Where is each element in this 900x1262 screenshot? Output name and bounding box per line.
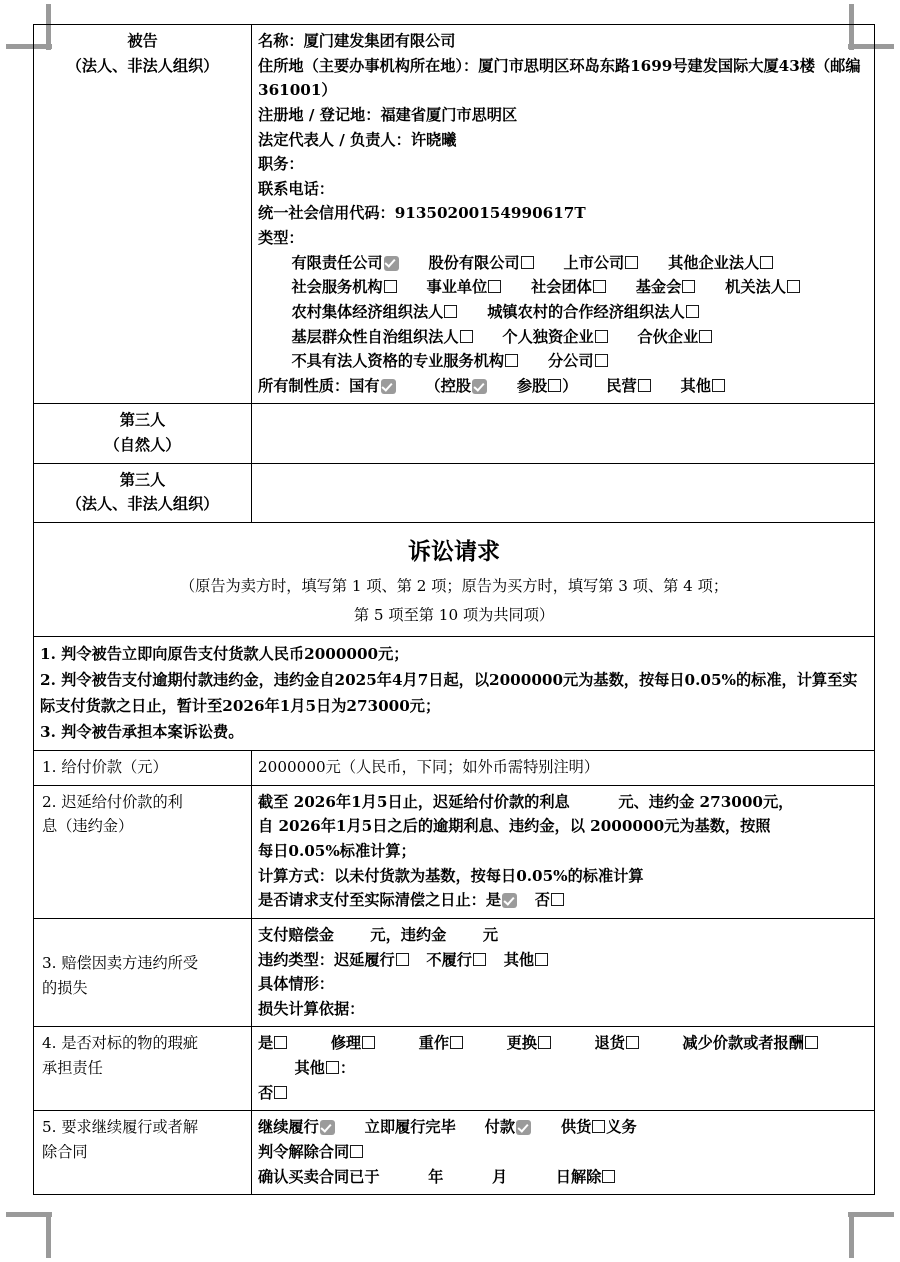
checkbox-empty-icon[interactable]: [521, 256, 534, 269]
third-party-natural-label-line2: （自然人）: [104, 436, 181, 454]
type-option-public-institution[interactable]: [426, 278, 502, 296]
item-3-label-line1: 3. 赔偿因卖方违约所受: [42, 953, 199, 972]
defendant-type-label: 类型：: [258, 229, 304, 247]
table-row-claims-body: [34, 636, 875, 751]
item-4-remake-option[interactable]: [419, 1034, 464, 1052]
type-option-limited-liability-label: 有限责任公司: [291, 253, 383, 272]
type-option-branch-label: 分公司: [547, 352, 594, 371]
type-option-social-group-label: 社会团体: [531, 278, 592, 297]
table-row-third-party-natural: [34, 404, 875, 463]
type-option-sole-proprietorship-label: 个人独资企业: [502, 327, 594, 346]
checkbox-empty-icon[interactable]: [444, 305, 457, 318]
table-row-item-5: [34, 1111, 875, 1195]
checkbox-empty-icon[interactable]: [805, 1036, 818, 1049]
type-option-state-organ[interactable]: [725, 278, 801, 296]
type-option-rural-collective-label: 农村集体经济组织法人: [291, 302, 444, 321]
type-option-listed[interactable]: [563, 254, 639, 272]
item-1-label-cell: 1. 给付价款（元）: [34, 751, 252, 786]
type-options-row-5: [258, 349, 868, 374]
item-4-label-line1: 4. 是否对标的物的瑕疵: [42, 1034, 199, 1053]
item-3-breach-nonperformance[interactable]: [426, 951, 487, 969]
item-4-reduce-price-label: 减少价款或者报酬: [682, 1034, 804, 1053]
item-4-line-3: [258, 1081, 868, 1106]
defendant-label-line2: （法人、非法人组织）: [66, 56, 219, 75]
defendant-registration-label: 注册地 / 登记地：: [258, 105, 381, 124]
type-option-foundation-label: 基金会: [635, 278, 682, 297]
defendant-label-line1: 被告: [127, 32, 158, 50]
defendant-registration-value[interactable]: 福建省厦门市思明区: [380, 105, 518, 124]
type-option-non-legal-professional-label: 不具有法人资格的专业服务机构: [291, 352, 505, 371]
item-3-breach-type-label: 违约类型：: [258, 950, 334, 969]
type-option-foundation[interactable]: [636, 278, 697, 296]
type-option-state-organ-label: 机关法人: [725, 278, 786, 297]
checkbox-empty-icon[interactable]: [548, 379, 561, 392]
checkbox-empty-icon[interactable]: [505, 354, 518, 367]
complaint-form-table: [33, 24, 875, 1195]
table-row-item-2: [34, 785, 875, 918]
type-options-row-2: [258, 275, 868, 300]
type-option-social-service-label: 社会服务机构: [291, 278, 383, 297]
type-options-row-4: [258, 325, 868, 350]
defendant-credit-code-line: [258, 201, 868, 226]
item-2-line1-a: 截至 2026年1月5日止，迟延给付价款的利息: [258, 792, 570, 811]
ownership-participating-label: 参股: [516, 376, 548, 395]
defendant-registration-line: [258, 103, 868, 128]
checkbox-empty-icon[interactable]: [595, 354, 608, 367]
defendant-phone-label: 联系电话：: [258, 179, 334, 198]
item-4-label-cell: [34, 1027, 252, 1111]
item-5-day-suffix-label: 日解除: [555, 1167, 602, 1186]
ownership-private-label: 民营: [606, 376, 637, 395]
item-3-line-2: [258, 948, 868, 973]
item-4-no-option[interactable]: [258, 1084, 288, 1102]
item-2-line-3: 每日0.05%标准计算；: [258, 842, 416, 860]
defendant-address-value[interactable]: 厦门市思明区环岛东路1699号建发国际大厦43楼（邮编361001）: [258, 56, 861, 100]
checkbox-empty-icon[interactable]: [460, 330, 473, 343]
checkbox-empty-icon[interactable]: [535, 953, 548, 966]
defendant-credit-code-value[interactable]: 91350200154990617T: [394, 204, 586, 223]
table-row-item-3: [34, 918, 875, 1027]
item-5-line-1: [258, 1115, 868, 1140]
item-4-label-line2: 承担责任: [42, 1059, 103, 1077]
claims-header-cell: [34, 522, 875, 636]
item-4-yes-label: 是: [258, 1034, 274, 1053]
third-party-legal-label-line2: （法人、非法人组织）: [66, 495, 219, 514]
ownership-nature-label: 所有制性质：: [258, 376, 350, 395]
item-5-value-cell: [252, 1111, 875, 1195]
ownership-state-owned[interactable]: [349, 377, 396, 395]
checkbox-empty-icon[interactable]: [712, 379, 725, 392]
checkbox-empty-icon[interactable]: [384, 280, 397, 293]
checkbox-empty-icon[interactable]: [699, 330, 712, 343]
checkbox-empty-icon[interactable]: [625, 256, 638, 269]
table-row-claims-header: [34, 522, 875, 636]
checkbox-checked-icon[interactable]: [320, 1120, 335, 1135]
item-1-value-cell[interactable]: 2000000元（人民币，下同；如外币需特别注明）: [252, 751, 875, 786]
third-party-legal-value-cell[interactable]: [252, 463, 875, 522]
item-4-repair-label: 修理: [330, 1034, 362, 1053]
defendant-credit-code-label: 统一社会信用代码：: [258, 204, 395, 223]
item-5-confirm-prefix: 确认买卖合同已于: [258, 1167, 380, 1186]
claim-paragraph-1: 1. 判令被告立即向原告支付货款人民币2000000元；: [40, 644, 409, 663]
type-option-urban-rural-coop[interactable]: [487, 303, 699, 321]
type-option-joint-stock[interactable]: [428, 254, 534, 272]
type-option-rural-collective[interactable]: [291, 303, 458, 321]
claim-paragraph-3: 3. 判令被告承担本案诉讼费。: [40, 722, 244, 741]
type-options-row-3: [258, 300, 868, 325]
item-4-return-label: 退货: [594, 1034, 625, 1053]
item-2-yes-label: 是: [485, 891, 501, 910]
item-2-line-2: 自 2026年1月5日之后的逾期利息、违约金，以 2000000元为基数，按照: [258, 817, 771, 836]
checkbox-empty-icon[interactable]: [602, 1170, 615, 1183]
item-4-no-label: 否: [258, 1083, 274, 1102]
checkbox-empty-icon[interactable]: [488, 280, 501, 293]
type-option-partnership[interactable]: [637, 328, 713, 346]
type-option-other-enterprise[interactable]: [668, 254, 774, 272]
item-3-penalty-unit: 元: [482, 925, 498, 944]
item-5-supply-option[interactable]: [561, 1118, 606, 1136]
item-3-label-line2: 的损失: [42, 978, 88, 997]
checkbox-empty-icon[interactable]: [450, 1036, 463, 1049]
item-5-continue-option[interactable]: [258, 1118, 336, 1136]
defendant-position-line: [258, 152, 868, 177]
item-5-supply-label: 供货: [560, 1118, 592, 1137]
defendant-name-label: 名称：: [258, 32, 304, 50]
checkbox-empty-icon[interactable]: [787, 280, 800, 293]
third-party-natural-value-cell[interactable]: [252, 404, 875, 463]
item-5-payment-option[interactable]: [485, 1118, 532, 1136]
checkbox-empty-icon[interactable]: [593, 280, 606, 293]
checkbox-empty-icon[interactable]: [592, 1120, 605, 1133]
claims-title: 诉讼请求: [408, 537, 500, 565]
checkbox-empty-icon[interactable]: [362, 1036, 375, 1049]
claims-body-cell: [34, 636, 875, 751]
item-4-other-label: 其他: [294, 1059, 325, 1077]
ownership-controlling-label: 控股: [440, 376, 471, 395]
ownership-paren-open: （: [425, 376, 441, 395]
item-4-replace-label: 更换: [506, 1034, 537, 1053]
item-4-replace-option[interactable]: [507, 1034, 552, 1052]
checkbox-empty-icon[interactable]: [760, 256, 773, 269]
defendant-name-line: [258, 29, 868, 54]
defendant-phone-line: [258, 177, 868, 202]
item-4-return-option[interactable]: [595, 1034, 640, 1052]
checkbox-empty-icon[interactable]: [274, 1086, 287, 1099]
item-5-terminate-option[interactable]: [258, 1143, 364, 1161]
type-option-urban-rural-coop-label: 城镇农村的合作经济组织法人: [487, 302, 685, 321]
checkbox-empty-icon[interactable]: [686, 305, 699, 318]
type-option-public-institution-label: 事业单位: [426, 278, 488, 297]
table-row-defendant: [34, 25, 875, 404]
item-5-immediate-label: 立即履行完毕: [364, 1118, 456, 1137]
table-row-item-1: [34, 751, 875, 786]
item-5-terminate-label: 判令解除合同: [258, 1142, 350, 1161]
item-2-line-4: 计算方式：以未付货款为基数，按每日0.05%的标准计算: [258, 866, 644, 885]
defendant-position-label: 职务：: [258, 155, 304, 174]
crop-mark-bottom-left: [6, 1212, 52, 1258]
checkbox-empty-icon[interactable]: [538, 1036, 551, 1049]
checkbox-checked-icon[interactable]: [502, 893, 517, 908]
item-3-penalty-label: 元，违约金: [370, 925, 447, 944]
item-3-line-3: 具体情形：: [258, 975, 334, 994]
ownership-state-owned-label: 国有: [349, 376, 380, 395]
item-4-remake-label: 重作: [418, 1034, 450, 1053]
item-2-label-line2: 息（违约金）: [42, 817, 134, 836]
item-3-line-4: 损失计算依据：: [258, 999, 365, 1018]
item-4-line-2: [258, 1056, 868, 1081]
table-row-item-4: [34, 1027, 875, 1111]
type-option-grassroots-autonomous-label: 基层群众性自治组织法人: [291, 327, 459, 346]
defendant-legal-rep-line: [258, 128, 868, 153]
checkbox-checked-icon[interactable]: [384, 256, 399, 271]
type-option-social-service[interactable]: [291, 278, 397, 296]
checkbox-empty-icon[interactable]: [473, 953, 486, 966]
type-option-limited-liability[interactable]: [291, 254, 399, 272]
third-party-legal-label-cell: [34, 463, 252, 522]
defendant-address-label: 住所地（主要办事机构所在地）：: [258, 56, 479, 75]
item-2-line-5: [258, 888, 868, 913]
item-2-yes-option[interactable]: [486, 891, 518, 909]
ownership-paren-close: ）: [562, 376, 578, 395]
checkbox-checked-icon[interactable]: [381, 379, 396, 394]
item-4-yes-option[interactable]: [258, 1034, 288, 1052]
item-5-line-2: [258, 1140, 868, 1165]
item-2-line-1: [258, 790, 868, 815]
checkbox-empty-icon[interactable]: [626, 1036, 639, 1049]
third-party-natural-label-line1: 第三人: [119, 411, 166, 430]
item-3-label-cell: [34, 918, 252, 1027]
checkbox-empty-icon[interactable]: [274, 1036, 287, 1049]
checkbox-empty-icon[interactable]: [326, 1061, 339, 1074]
item-5-continue-label: 继续履行: [258, 1118, 319, 1137]
item-5-year-label: 年: [428, 1167, 444, 1186]
checkbox-checked-icon[interactable]: [516, 1120, 531, 1135]
defendant-legal-rep-value[interactable]: 许晓曦: [410, 130, 457, 149]
item-5-day-option[interactable]: [556, 1168, 617, 1186]
item-2-line1-b: 元、违约金 273000元，: [618, 792, 794, 811]
type-option-other-enterprise-label: 其他企业法人: [668, 253, 760, 272]
item-2-pay-until-label: 是否请求支付至实际清偿之日止：: [258, 891, 486, 910]
item-4-other-colon: ：: [339, 1059, 356, 1077]
ownership-participating[interactable]: [517, 377, 562, 395]
third-party-natural-label-cell: [34, 404, 252, 463]
defendant-address-line: [258, 54, 868, 103]
checkbox-empty-icon[interactable]: [682, 280, 695, 293]
defendant-value-cell: [252, 25, 875, 404]
item-2-label-line1: 2. 迟延给付价款的利: [42, 792, 183, 811]
item-2-value-cell: [252, 785, 875, 918]
item-4-repair-option[interactable]: [331, 1034, 376, 1052]
type-option-listed-label: 上市公司: [563, 253, 625, 272]
item-5-label-line2: 除合同: [42, 1142, 88, 1161]
type-options-row-1: [258, 251, 868, 276]
item-5-month-label: 月: [491, 1167, 508, 1186]
item-3-breach-nonperformance-label: 不履行: [426, 950, 472, 969]
item-3-breach-delay-label: 迟延履行: [333, 950, 395, 969]
checkbox-empty-icon[interactable]: [551, 893, 564, 906]
item-4-reduce-price-option[interactable]: [682, 1034, 819, 1052]
ownership-nature-line: [258, 374, 868, 399]
item-2-label-cell: [34, 785, 252, 918]
type-option-joint-stock-label: 股份有限公司: [428, 253, 520, 272]
type-option-non-legal-professional[interactable]: [291, 352, 519, 370]
item-3-compensation-label: 支付赔偿金: [258, 925, 334, 944]
checkbox-empty-icon[interactable]: [595, 330, 608, 343]
item-3-value-cell: [252, 918, 875, 1027]
ownership-private[interactable]: [606, 377, 651, 395]
checkbox-empty-icon[interactable]: [396, 953, 409, 966]
item-3-breach-other[interactable]: [504, 951, 549, 969]
checkbox-checked-icon[interactable]: [472, 379, 487, 394]
defendant-name-value[interactable]: 厦门建发集团有限公司: [303, 32, 456, 50]
checkbox-empty-icon[interactable]: [638, 379, 651, 392]
ownership-other[interactable]: [681, 377, 726, 395]
checkbox-empty-icon[interactable]: [350, 1145, 363, 1158]
item-3-breach-delay[interactable]: [334, 951, 410, 969]
crop-mark-bottom-right: [848, 1212, 894, 1258]
item-2-no-option[interactable]: [535, 891, 565, 909]
third-party-legal-label-line1: 第三人: [119, 470, 166, 489]
ownership-controlling[interactable]: [441, 377, 488, 395]
item-4-other-option[interactable]: [294, 1059, 339, 1077]
type-option-social-group[interactable]: [531, 278, 607, 296]
defendant-label-cell: [34, 25, 252, 404]
item-5-label-line1: 5. 要求继续履行或者解: [42, 1118, 199, 1137]
item-3-breach-other-label: 其他: [503, 950, 535, 969]
item-5-label-cell: [34, 1111, 252, 1195]
item-5-payment-label: 付款: [484, 1118, 515, 1137]
claims-subtitle-line2: 第 5 项至第 10 项为共同项）: [353, 605, 555, 624]
ownership-other-label: 其他: [680, 376, 711, 395]
type-option-partnership-label: 合伙企业: [637, 327, 699, 346]
table-row-third-party-legal: [34, 463, 875, 522]
item-3-line-1: [258, 923, 868, 948]
defendant-type-line: [258, 226, 868, 251]
complaint-form-sheet: [33, 24, 875, 1195]
item-4-value-cell: [252, 1027, 875, 1111]
claim-paragraph-2: 2. 判令被告支付逾期付款违约金，违约金自2025年4月7日起，以2000000元为基数，按每日0.05%的标准，计算至实际支付货款之日止，暂计至2026年1月5日为273000元；: [40, 670, 858, 715]
claims-subtitle-line1: （原告为卖方时，填写第 1 项、第 2 项；原告为买方时，填写第 3 项、第 4 项；: [179, 577, 729, 596]
type-option-branch[interactable]: [548, 352, 609, 370]
item-5-obligation-suffix: 义务: [606, 1118, 637, 1137]
item-2-no-label: 否: [534, 891, 550, 910]
item-4-line-1: [258, 1031, 868, 1056]
defendant-legal-rep-label: 法定代表人 / 负责人：: [258, 130, 411, 149]
type-option-grassroots-autonomous[interactable]: [291, 328, 473, 346]
item-5-line-3: [258, 1165, 868, 1190]
type-option-sole-proprietorship[interactable]: [502, 328, 608, 346]
